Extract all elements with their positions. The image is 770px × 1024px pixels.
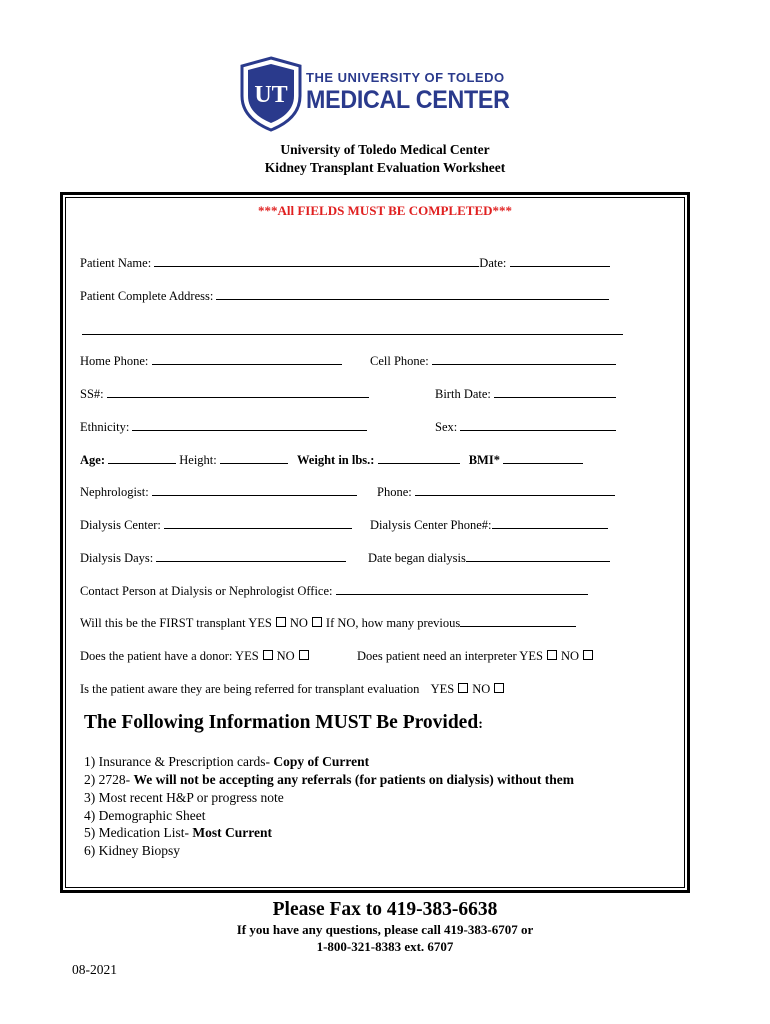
list-item <box>84 754 369 770</box>
first-transplant-row <box>80 616 576 631</box>
list-item <box>84 790 284 806</box>
dialysis-center-phone-line[interactable] <box>492 518 608 529</box>
first-transplant-no-checkbox[interactable] <box>312 617 322 627</box>
patient-name-label: Patient Name: <box>80 256 152 270</box>
interpreter-label: Does patient need an interpreter YES <box>357 649 543 663</box>
list-text: 2728- <box>98 772 134 787</box>
shield-icon <box>240 56 302 132</box>
date-line[interactable] <box>510 256 610 267</box>
dialysis-center-field[interactable] <box>80 518 352 533</box>
weight-label: Weight in lbs.: <box>297 453 375 467</box>
list-number: 2) <box>84 772 96 787</box>
yes-label: YES <box>430 682 455 696</box>
logo-monogram: UT <box>254 82 288 108</box>
list-text: Most recent H&P or progress note <box>98 790 284 805</box>
patient-name-line[interactable] <box>154 256 479 267</box>
list-item <box>84 843 180 859</box>
interpreter-yes-checkbox[interactable] <box>547 650 557 660</box>
list-bold: Copy of Current <box>273 754 370 769</box>
cell-phone-line[interactable] <box>432 354 616 365</box>
address-line[interactable] <box>216 289 609 300</box>
address-field[interactable] <box>80 289 609 304</box>
previous-transplants-line[interactable] <box>460 616 576 627</box>
no-label: NO <box>472 682 491 696</box>
questions-line-1: If you have any questions, please call 419-383-6707 or <box>236 922 534 937</box>
dialysis-days-field[interactable] <box>80 551 346 566</box>
donor-row <box>80 649 313 664</box>
dialysis-center-line[interactable] <box>164 518 352 529</box>
no-label: NO <box>560 649 579 663</box>
list-text: Kidney Biopsy <box>98 843 181 858</box>
list-number: 6) <box>84 843 96 858</box>
list-number: 4) <box>84 808 96 823</box>
revision-date: 08-2021 <box>72 962 117 977</box>
dialysis-days-label: Dialysis Days: <box>80 551 154 565</box>
completion-notice: ***All FIELDS MUST BE COMPLETED*** <box>257 203 513 218</box>
questions-line-2: 1-800-321-8383 ext. 6707 <box>316 939 454 954</box>
list-text: Demographic Sheet <box>98 808 206 823</box>
donor-yes-checkbox[interactable] <box>263 650 273 660</box>
ss-line[interactable] <box>107 387 369 398</box>
list-number: 3) <box>84 790 96 805</box>
vitals-row <box>80 453 583 468</box>
list-item <box>84 825 272 841</box>
bmi-line[interactable] <box>503 453 583 464</box>
dialysis-center-label: Dialysis Center: <box>80 518 161 532</box>
address-label: Patient Complete Address: <box>80 289 214 303</box>
contact-person-field[interactable] <box>80 584 588 599</box>
interpreter-row <box>357 649 597 664</box>
home-phone-label: Home Phone: <box>80 354 149 368</box>
cell-phone-label: Cell Phone: <box>370 354 429 368</box>
list-number: 5) <box>84 825 96 840</box>
dialysis-center-phone-field[interactable] <box>370 518 608 533</box>
sex-label: Sex: <box>435 420 458 434</box>
logo-line1: THE UNIVERSITY OF TOLEDO <box>306 70 505 85</box>
phone-label: Phone: <box>377 485 412 499</box>
no-label: NO <box>289 616 308 630</box>
required-heading-colon: : <box>478 717 483 732</box>
form-title: Kidney Transplant Evaluation Worksheet <box>264 160 506 175</box>
list-bold: We will not be accepting any referrals (for patients on dialysis) without them <box>133 772 574 787</box>
sex-field[interactable] <box>435 420 616 435</box>
address-line-2[interactable] <box>82 334 623 335</box>
birth-date-label: Birth Date: <box>435 387 491 401</box>
list-bold: Most Current <box>192 825 272 840</box>
ss-field[interactable] <box>80 387 369 402</box>
list-item <box>84 808 205 824</box>
aware-row <box>80 682 508 697</box>
contact-person-label: Contact Person at Dialysis or Nephrologist Office: <box>80 584 333 598</box>
list-number: 1) <box>84 754 96 769</box>
patient-name-field[interactable] <box>80 256 610 271</box>
date-began-field[interactable] <box>368 551 610 566</box>
dialysis-days-line[interactable] <box>156 551 346 562</box>
date-began-label: Date began dialysis <box>368 551 466 565</box>
logo-line2: MEDICAL CENTER <box>306 86 510 114</box>
weight-line[interactable] <box>378 453 460 464</box>
phone-line[interactable] <box>415 485 615 496</box>
org-title: University of Toledo Medical Center <box>280 142 490 157</box>
birth-date-line[interactable] <box>494 387 616 398</box>
birth-date-field[interactable] <box>435 387 616 402</box>
ethnicity-field[interactable] <box>80 420 367 435</box>
phone-field[interactable] <box>377 485 615 500</box>
date-began-line[interactable] <box>466 551 610 562</box>
university-logo <box>240 56 530 132</box>
cell-phone-field[interactable] <box>370 354 616 369</box>
list-text: Medication List- <box>98 825 193 840</box>
required-heading-text: The Following Information MUST Be Provided <box>84 712 479 733</box>
ethnicity-line[interactable] <box>132 420 367 431</box>
ethnicity-label: Ethnicity: <box>80 420 130 434</box>
aware-yes-checkbox[interactable] <box>458 683 468 693</box>
ss-label: SS#: <box>80 387 104 401</box>
nephrologist-label: Nephrologist: <box>80 485 149 499</box>
bmi-label: BMI* <box>468 453 500 467</box>
list-item <box>84 772 574 788</box>
donor-label: Does the patient have a donor: YES <box>80 649 259 663</box>
interpreter-no-checkbox[interactable] <box>583 650 593 660</box>
age-line[interactable] <box>108 453 176 464</box>
height-label: Height: <box>179 453 217 467</box>
required-info-heading <box>84 712 483 734</box>
aware-no-checkbox[interactable] <box>494 683 504 693</box>
age-label: Age: <box>80 453 105 467</box>
aware-label: Is the patient aware they are being referred for transplant evaluation <box>80 682 420 696</box>
date-label: Date: <box>479 256 507 270</box>
first-transplant-label: Will this be the FIRST transplant YES <box>80 616 272 630</box>
if-no-label: If NO, how many previous <box>325 616 461 630</box>
home-phone-field[interactable] <box>80 354 342 369</box>
no-label: NO <box>276 649 295 663</box>
nephrologist-field[interactable] <box>80 485 357 500</box>
sex-line[interactable] <box>460 420 616 431</box>
home-phone-line[interactable] <box>152 354 342 365</box>
donor-no-checkbox[interactable] <box>299 650 309 660</box>
list-text: Insurance & Prescription cards- <box>98 754 274 769</box>
contact-person-line[interactable] <box>336 584 588 595</box>
dialysis-center-phone-label: Dialysis Center Phone#: <box>370 518 492 532</box>
nephrologist-line[interactable] <box>152 485 357 496</box>
height-line[interactable] <box>220 453 288 464</box>
fax-instruction: Please Fax to 419-383-6638 <box>272 899 498 920</box>
first-transplant-yes-checkbox[interactable] <box>276 617 286 627</box>
